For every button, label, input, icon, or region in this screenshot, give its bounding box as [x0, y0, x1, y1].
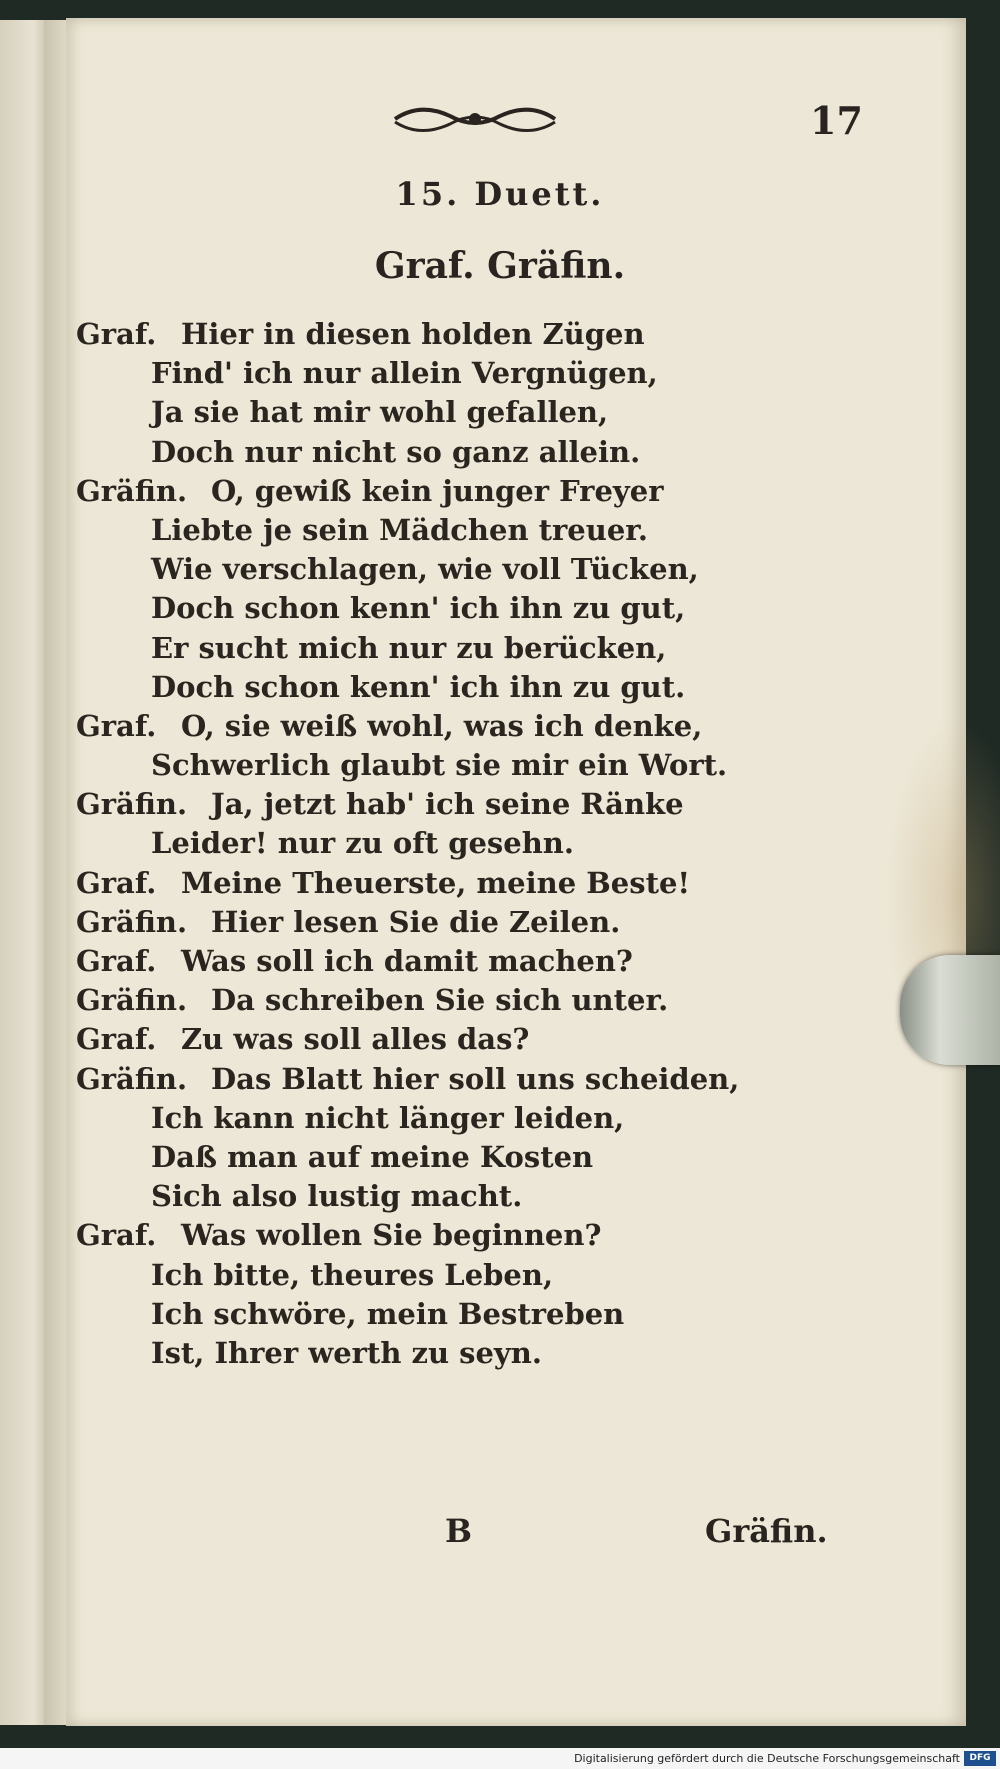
verse-line: [76, 629, 776, 668]
verse-text: O, sie weiß wohl, was ich denke,: [181, 708, 703, 743]
verse-line: [76, 1334, 776, 1373]
signature-mark: B: [445, 1512, 473, 1550]
verse-line: [76, 1099, 776, 1138]
verse-text: Meine Theuerste, meine Beste!: [181, 865, 691, 900]
verse-line: [76, 864, 776, 903]
verse-text: Liebte je sein Mädchen treuer.: [151, 512, 649, 547]
verse-line: [76, 1216, 776, 1255]
speaker-name: Graf.: [76, 865, 157, 900]
verse-line: [76, 707, 776, 746]
verse-text: Doch schon kenn' ich ihn zu gut.: [151, 669, 686, 704]
credit-text: Digitalisierung gefördert durch die Deutsche Forschungsgemeinschaft: [574, 1752, 960, 1765]
verse-line: [76, 1256, 776, 1295]
verse-text: Ich schwöre, mein Bestreben: [151, 1296, 625, 1331]
verse-line: [76, 668, 776, 707]
verse-line: [76, 942, 776, 981]
verse-line: [76, 746, 776, 785]
verse-line: [76, 550, 776, 589]
speaker-name: Graf.: [76, 944, 157, 978]
verse-line: [76, 981, 776, 1020]
verse-text: Ja, jetzt hab' ich seine Ränke: [211, 787, 684, 822]
speaker-name: Graf.: [76, 1022, 157, 1057]
speaker-name: Gräfin.: [76, 904, 188, 939]
verse-text: Daß man auf meine Kosten: [151, 1139, 594, 1174]
verse-line: [76, 903, 776, 942]
verse-text: Ist, Ihrer werth zu seyn.: [151, 1335, 542, 1370]
verse-line: [76, 511, 776, 550]
verse-text: Das Blatt hier soll uns scheiden,: [211, 1061, 740, 1096]
catchword: Gräfin.: [705, 1512, 828, 1550]
verse-line: [76, 354, 776, 393]
decorative-ornament-icon: [390, 100, 560, 138]
verse-line: [76, 1138, 776, 1177]
verse-text: O, gewiß kein junger Freyer: [211, 473, 664, 508]
verse-text: Zu was soll alles das?: [181, 1022, 530, 1057]
speaker-name: Gräfin.: [76, 1061, 188, 1096]
verse-line: [76, 472, 776, 511]
verse-text: Schwerlich glaubt sie mir ein Wort.: [151, 748, 728, 783]
dfg-logo: DFG: [964, 1751, 996, 1766]
verse-line: [76, 785, 776, 824]
speaker-name: Gräfin.: [76, 473, 188, 508]
verse-text: Leider! nur zu oft gesehn.: [151, 826, 574, 861]
verse-text: Was wollen Sie beginnen?: [181, 1218, 602, 1253]
page-clip: [900, 955, 1000, 1065]
verse-line: [76, 315, 776, 354]
speaker-name: Graf.: [76, 1218, 157, 1253]
section-roles: Graf. Gräfin.: [374, 245, 626, 287]
verse-line: [76, 824, 776, 863]
verse-line: [76, 433, 776, 472]
verse-text: Find' ich nur allein Vergnügen,: [151, 356, 658, 391]
verse-text: Doch nur nicht so ganz allein.: [151, 434, 641, 469]
verse-text: Er sucht mich nur zu berücken,: [151, 630, 667, 665]
verse-line: [76, 393, 776, 432]
verse-text: Ja sie hat mir wohl gefallen,: [151, 395, 609, 430]
verse-line: [76, 1295, 776, 1334]
speaker-name: Gräfin.: [76, 983, 188, 1018]
verse-line: [76, 1060, 776, 1099]
verse-text: Sich also lustig macht.: [151, 1179, 523, 1214]
page-number: 17: [810, 98, 863, 143]
speaker-name: Gräfin.: [76, 787, 188, 822]
verse-text: Hier in diesen holden Zügen: [181, 317, 645, 351]
verse-lines: [76, 315, 776, 1373]
section-title: 15. Duett.: [395, 175, 605, 213]
verse-text: Wie verschlagen, wie voll Tücken,: [151, 552, 699, 587]
verse-text: Da schreiben Sie sich unter.: [211, 983, 669, 1018]
verse-line: [76, 1177, 776, 1216]
verse-text: Ich bitte, theures Leben,: [151, 1257, 554, 1292]
verse-line: [76, 1020, 776, 1059]
verse-text: Ich kann nicht länger leiden,: [151, 1100, 625, 1135]
speaker-name: Graf.: [76, 317, 157, 351]
verse-text: Was soll ich damit machen?: [181, 944, 633, 978]
verse-text: Doch schon kenn' ich ihn zu gut,: [151, 591, 686, 626]
verse-line: [76, 589, 776, 628]
verse-text: Hier lesen Sie die Zeilen.: [211, 904, 621, 939]
digitization-credit: [0, 1748, 1000, 1769]
speaker-name: Graf.: [76, 708, 157, 743]
